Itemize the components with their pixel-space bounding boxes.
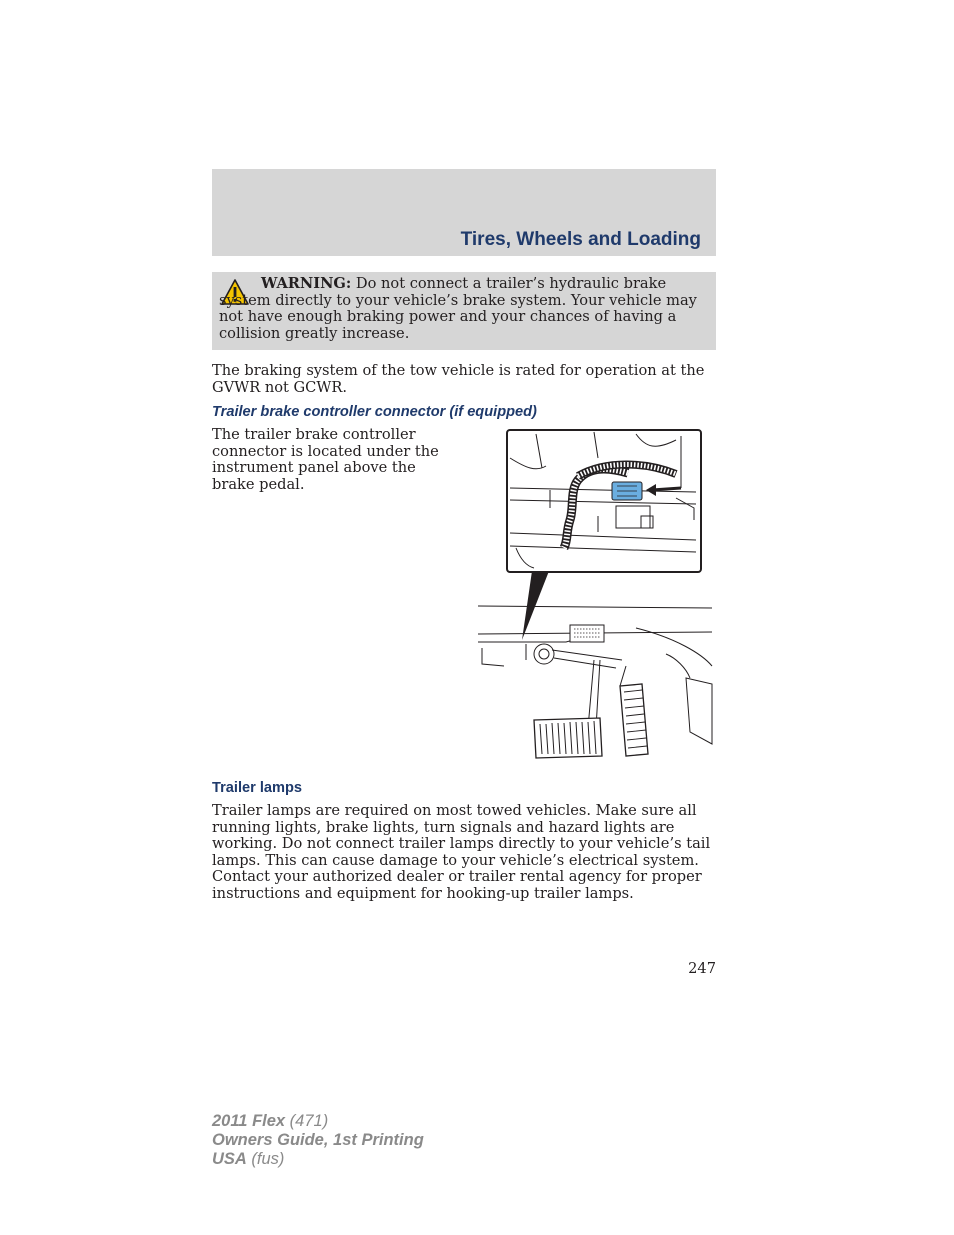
section-title: Tires, Wheels and Loading: [460, 229, 701, 250]
intro-paragraph: The braking system of the tow vehicle is rated for operation at the GVWR not GCWR.: [212, 362, 705, 396]
footer-market: USA: [212, 1150, 247, 1168]
diagnostic-port: [570, 625, 604, 642]
warning-text: [219, 276, 699, 342]
trailer-lamps-heading: Trailer lamps: [212, 780, 303, 796]
callout-pointer: [522, 571, 549, 640]
footer-guide: Owners Guide, 1st Printing: [212, 1131, 424, 1149]
warning-body: Do not connect a trailer’s hydraulic brake system directly to your vehicle’s brake system. Your vehicle may not have enough braking power and your chances of having a collision greatly increase.: [219, 275, 697, 342]
brake-controller-connector-illustration: [476, 428, 716, 760]
connector-heading: Trailer brake controller connector (if equipped): [212, 404, 537, 420]
accelerator-pedal: [620, 684, 648, 756]
warning-label: WARNING:: [261, 275, 352, 292]
connector-paragraph: The trailer brake controller connector is located under the instrument panel above the brake pedal.: [212, 426, 439, 493]
footer-model-code: (471): [285, 1112, 329, 1130]
section-header-band: [212, 169, 716, 256]
warning-box: [212, 272, 716, 350]
page-number: 247: [688, 960, 716, 977]
trailer-lamps-paragraph: Trailer lamps are required on most towed vehicles. Make sure all running lights, brake lights, turn signals and hazard lights are working. Do not connect trailer lamps directly to your vehicle’s tail lamps. This can cause damage to your vehicle’s electrical system. Contact your authorized dealer or trailer rental agency for proper instructions and equipment for hooking-up trailer lamps.: [212, 802, 711, 902]
footer-model: 2011 Flex: [212, 1112, 286, 1130]
arrow-icon: [652, 488, 681, 490]
footer-market-code: (fus): [246, 1150, 285, 1168]
print-footer: [212, 1112, 424, 1169]
brake-pedal: [534, 718, 602, 758]
